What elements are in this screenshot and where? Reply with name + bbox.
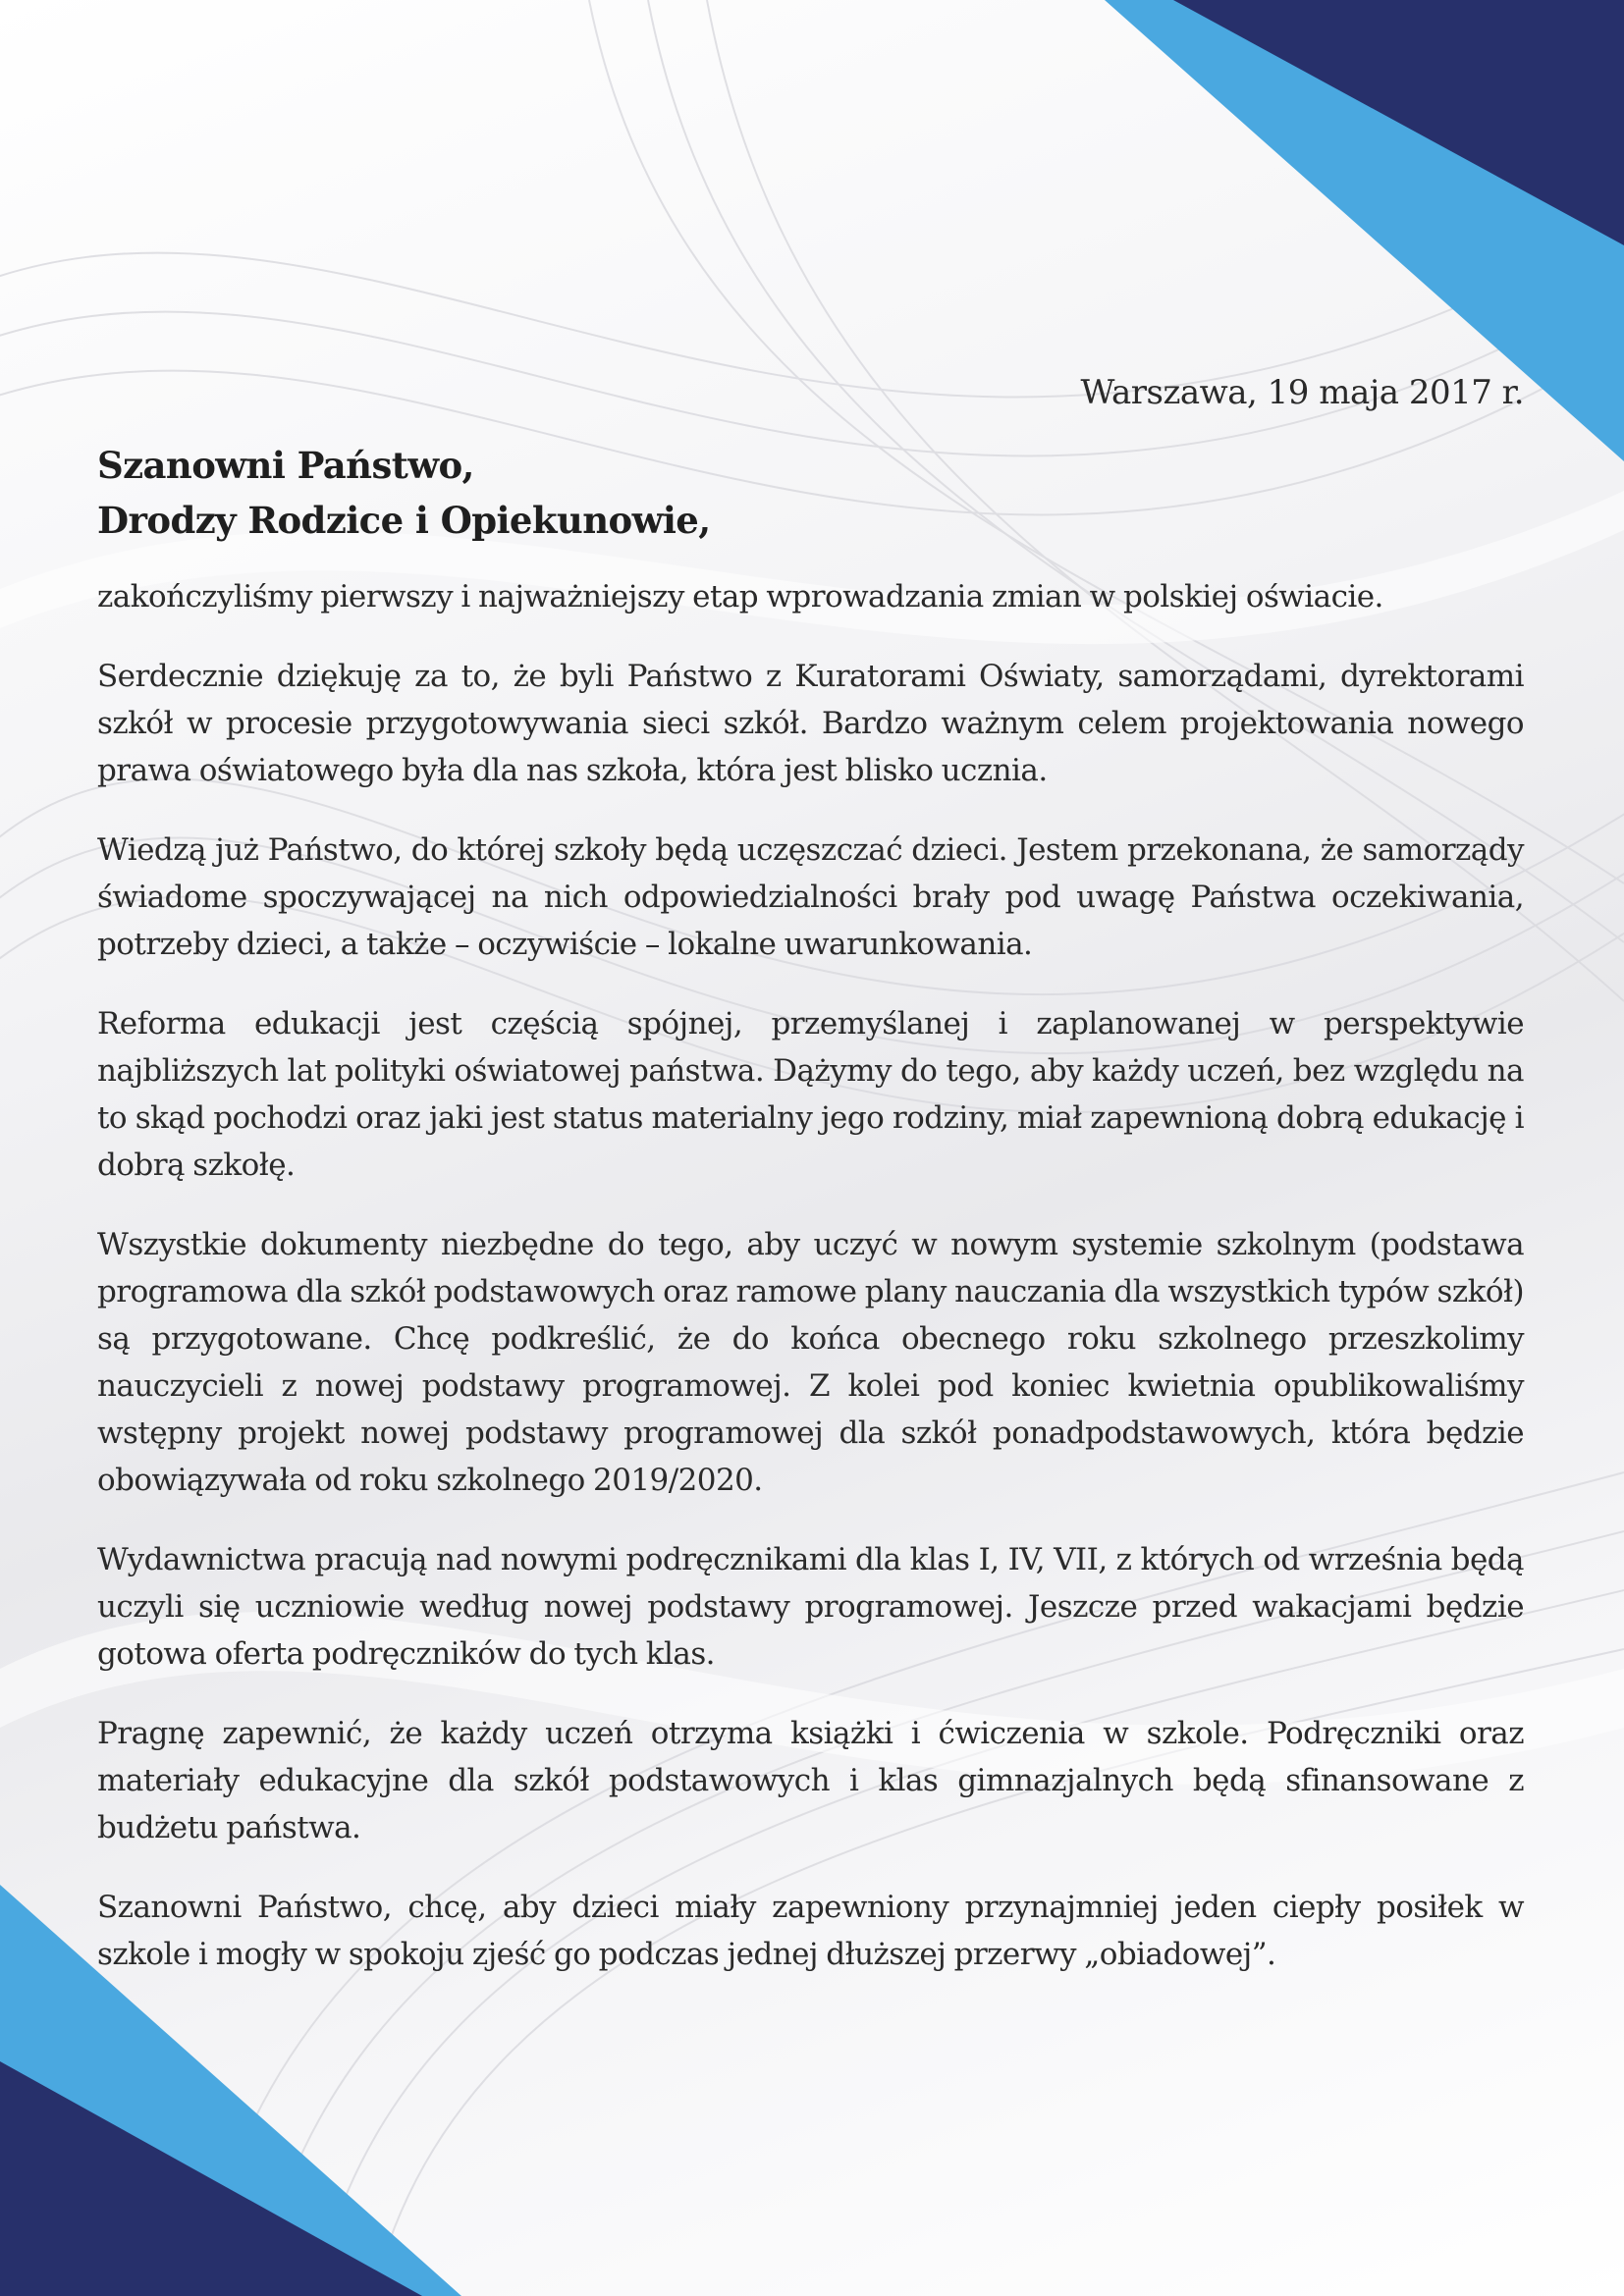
paragraph-5: Wszystkie dokumenty niezbędne do tego, aby uczyć w nowym systemie szkolnym (podstawa programowa dla szkół podstawowych oraz ramowe plany nauczania dla wszystkich typów szkół) są przygotowane. Chcę podkreślić, że do końca obecnego roku szkolnego przeszkolimy nauczycieli z nowej podstawy programowej. Z kolei pod koniec kwietnia opublikowaliśmy wstępny projekt nowej podstawy programowej dla szkół ponadpodstawowych, która będzie obowiązywała od roku szkolnego 2019/2020. <box>97 1226 1524 1498</box>
paragraph-7: Pragnę zapewnić, że każdy uczeń otrzyma książki i ćwiczenia w szkole. Podręczniki oraz materiały edukacyjne dla szkół podstawowych i klas gimnazjalnych będą sfinansowane z budżetu państwa. <box>97 1715 1524 1845</box>
paragraph-3: Wiedzą już Państwo, do której szkoły będą uczęszczać dzieci. Jestem przekonana, że samorządy świadome spoczywającej na nich odpowiedzialności brały pod uwagę Państwa oczekiwania, potrzeby dzieci, a także – oczywiście – lokalne uwarunkowania. <box>97 831 1524 962</box>
salutation-line-1: Szanowni Państwo, <box>97 443 474 487</box>
salutation <box>97 438 1524 548</box>
paragraph-6: Wydawnictwa pracują nad nowymi podręcznikami dla klas I, IV, VII, z których od września będą uczyli się uczniowie według nowej podstawy programowej. Jeszcze przed wakacjami będzie gotowa oferta podręczników do tych klas. <box>97 1541 1524 1672</box>
paragraph-8: Szanowni Państwo, chcę, aby dzieci miały zapewniony przynajmniej jeden ciepły posiłek w szkole i mogły w spokoju zjeść go podczas jednej dłuższej przerwy „obiadowej”. <box>97 1889 1524 1972</box>
salutation-line-2: Drodzy Rodzice i Opiekunowie, <box>97 498 711 542</box>
letter-body <box>97 373 1524 2010</box>
paragraph-4: Reforma edukacji jest częścią spójnej, przemyślanej i zaplanowanej w perspektywie najbliższych lat polityki oświatowej państwa. Dążymy do tego, aby każdy uczeń, bez względu na to skąd pochodzi oraz jaki jest status materialny jego rodziny, miał zapewnioną dobrą edukację i dobrą szkołę. <box>97 1005 1524 1183</box>
letter-date: Warszawa, 19 maja 2017 r. <box>1080 373 1524 412</box>
paragraph-2: Serdecznie dziękuję za to, że byli Państwo z Kuratorami Oświaty, samorządami, dyrektorami szkół w procesie przygotowywania sieci szkół. Bardzo ważnym celem projektowania nowego prawa oświatowego była dla nas szkoła, która jest blisko ucznia. <box>97 658 1524 788</box>
paragraph-1: zakończyliśmy pierwszy i najważniejszy etap wprowadzania zmian w polskiej oświacie. <box>97 578 1383 614</box>
